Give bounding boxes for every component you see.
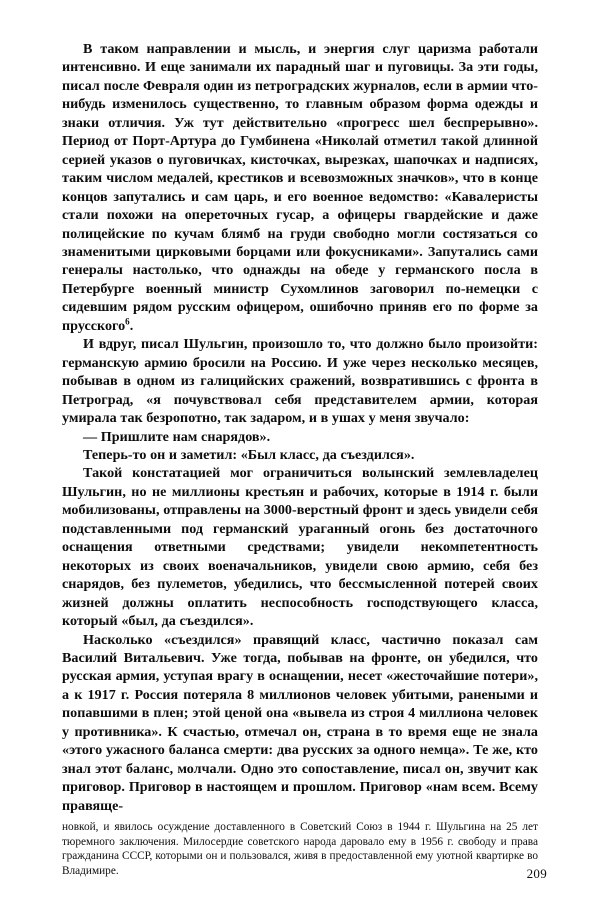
footnote-text: новкой, и явилось осуждение доставленного в Советский Союз в 1944 г. Шульгина на 25 лет тюремного заключения. Милосердие советского народа даровало ему в 1956 г. свободу и права гражданина СССР, которыми он и пользовался, живя в предоставленной ему уютной квартирке во Владимире.: [62, 821, 538, 877]
main-text-column: [62, 40, 538, 815]
paragraph-1: [62, 40, 538, 335]
paragraph-3: — Пришлите нам снарядов».: [83, 428, 271, 445]
paragraph-1-text: В таком направлении и мысль, и энергия слуг царизма работали интенсивно. И еще занимали их парадный шаг и пуговицы. За эти годы, писал после Февраля один из петроградских журналов, если в армии что-нибудь изменилось существенно, то главным образом форма одежды и знаки отличия. Уж тут действительно «прогресс шел беспрерывно». Период от Порт-Артура до Гумбинена «Николай отметил такой длинной серией указов о пуговичках, кисточках, вырезках, шапочках и надписях, таким числом медалей, крестиков и всевозможных значков», что в конце концов запутались и сам царь, и его военное ведомство: «Кавалеристы стали похожи на опереточных гусар, а офицеры гвардейские и даже полицейские по кучам блямб на груди свободно могли состязаться со знаменитыми цирковыми борцами или фокусниками». Запутались сами генералы настолько, что однажды на обеде у германского посла в Петербурге военный министр Сухомлинов заговорил по-немецки с сидевшим рядом русским офицером, ошибочно приняв его по форме за прусского: [62, 41, 538, 334]
paragraph-6: Насколько «съездился» правящий класс, частично показал сам Василий Витальевич. Уже тогда, побывав на фронте, он убедился, что русская армия, уступая врагу в оснащении, несет «жесточайшие потери», а к 1917 г. Россия потеряла 8 миллионов человек убитыми, ранеными и попавшими в плен; этой ценой она «вывела из строя 4 миллиона человек у противника». К счастью, отмечал он, страна в то время еще не знала «этого ужасного баланса смерти: два русских за одного немца». Те же, кто знал этот баланс, молчали. Одно это сопоставление, писал он, звучит как приговор. Приговор в настоящем и прошлом. Приговор «нам всем. Всему правяще-: [62, 631, 538, 814]
footnote-area: [62, 820, 538, 878]
paragraph-1-trailing: .: [129, 317, 134, 334]
body-text: [62, 40, 538, 815]
paragraph-2: И вдруг, писал Шульгин, произошло то, что должно было произойти: германскую армию бросили на Россию. И уже через несколько месяцев, побывав в одном из галицийских сражений, возвратившись с фронта в Петроград, «я почувствовал себя представителем армии, которая умирала так безропотно, так задаром, и в ушах у меня звучало:: [62, 336, 538, 427]
footnote-marker-6[interactable]: 6: [125, 316, 130, 327]
paragraph-5: Такой констатацией мог ограничиться волынский землевладелец Шульгин, но не миллионы крестьян и рабочих, которые в 1914 г. были мобилизованы, отправлены на 3000-верстный фронт и здесь увидели себя подставленными под германский ураганный огонь без достаточного оснащения ответными средствами; увидели некомпетентность некоторых из своих военачальников, увидели свою армию, себя без снарядов, без пулеметов, убедились, что бессмысленной потерей своих жизней должны оплатить неспособность господствующего класса, который «был, да съездился».: [62, 465, 538, 630]
paragraph-4: Теперь-то он и заметил: «Был класс, да съездился».: [83, 446, 415, 463]
page-number: 209: [526, 866, 547, 881]
